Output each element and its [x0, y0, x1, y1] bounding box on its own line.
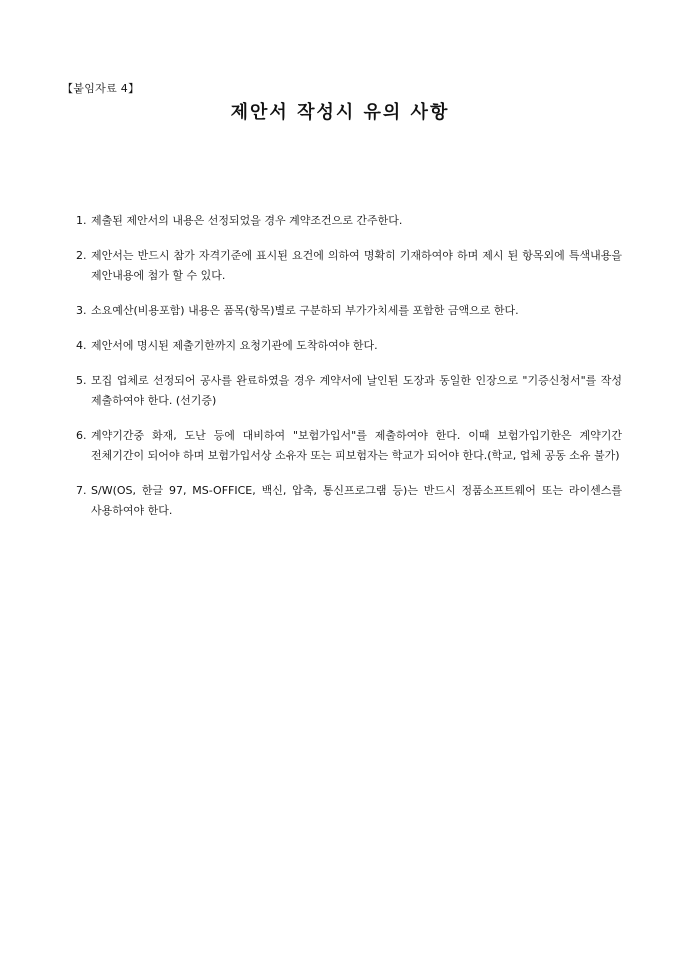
item-number: 7.: [76, 484, 87, 497]
item-number: 6.: [76, 429, 87, 442]
notice-item-6: [76, 426, 622, 466]
item-number: 4.: [76, 339, 87, 352]
item-text: 소요예산(비용포함) 내용은 품목(항목)별로 구분하되 부가가치세를 포함한 금액으로 한다.: [91, 304, 519, 317]
item-text: 계약기간중 화재, 도난 등에 대비하여 "보험가입서"를 제출하여야 한다. 이때 보험가입기한은 계약기간 전체기간이 되어야 하며 보험가입서상 소유자 또는 피보험자는 학교가 되어야 한다.(학교, 업체 공동 소유 불가): [91, 429, 622, 462]
notice-list: [76, 211, 622, 536]
notice-item-5: [76, 371, 622, 411]
item-number: 5.: [76, 374, 87, 387]
item-text: 모집 업체로 선정되어 공사를 완료하였을 경우 계약서에 날인된 도장과 동일한 인장으로 "기증신청서"를 작성 제출하여야 한다. (선기증): [91, 374, 622, 407]
item-number: 3.: [76, 304, 87, 317]
item-text: 제안서는 반드시 참가 자격기준에 표시된 요건에 의하여 명확히 기재하여야 하며 제시 된 항목외에 특색내용을 제안내용에 첨가 할 수 있다.: [91, 249, 622, 282]
item-number: 2.: [76, 249, 87, 262]
item-text: 제안서에 명시된 제출기한까지 요청기관에 도착하여야 한다.: [91, 339, 378, 352]
notice-item-1: [76, 211, 622, 231]
notice-item-2: [76, 246, 622, 286]
notice-item-7: [76, 481, 622, 521]
item-text: 제출된 제안서의 내용은 선정되었을 경우 계약조건으로 간주한다.: [91, 214, 403, 227]
notice-item-3: [76, 301, 622, 321]
document-title: 제안서 작성시 유의 사항: [230, 102, 450, 123]
item-number: 1.: [76, 214, 87, 227]
notice-item-4: [76, 336, 622, 356]
attachment-label: 【붙임자료 4】: [62, 82, 140, 95]
item-text: S/W(OS, 한글 97, MS-OFFICE, 백신, 압축, 통신프로그램 등)는 반드시 정품소프트웨어 또는 라이센스를 사용하여야 한다.: [91, 484, 622, 517]
